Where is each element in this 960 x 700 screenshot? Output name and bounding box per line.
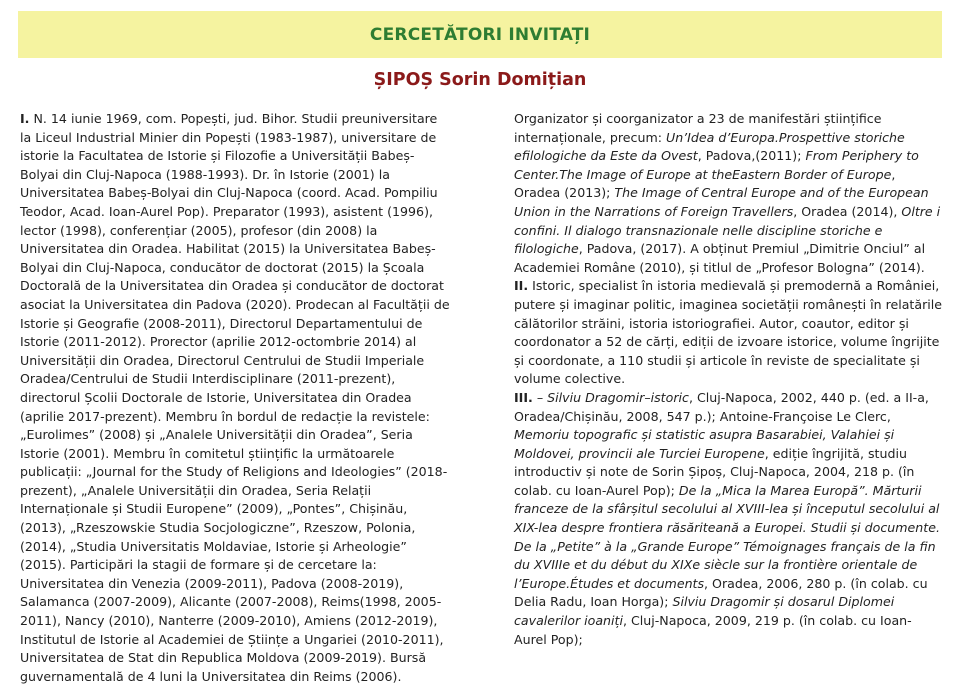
publication-title: Silviu Dragomir–istoric bbox=[547, 389, 689, 405]
events-text: , Oradea (2014), bbox=[793, 203, 902, 219]
right-column bbox=[514, 110, 944, 649]
event-title: The Image of Central Europe and of the European Union in the Narrations of Foreign Travellers bbox=[514, 185, 929, 219]
section-2-label: II. bbox=[514, 278, 529, 294]
events-text: , Padova,(2011); bbox=[697, 148, 806, 164]
event-title: Un’Idea d’Europa.Prospettive storiche efilologiche da Este da Ovest bbox=[514, 129, 905, 164]
section-2-text: Istoric, specialist în istoria medievală și premodernă a României, putere și imaginar politic, imaginea societății românești în relatările călătorilor străini, istoria istoriografiei. Autor, coautor, editor și coordonator a 52 de cărți, ediții de izvoare istorice, volume îngrijite și coordonate, a 110 studii și articole în reviste de specialitate și volume colective. bbox=[514, 278, 943, 387]
event-title: From Periphery to Center.The Image of Europe at theEastern Border of Europe bbox=[514, 148, 919, 182]
publication-title: Memoriu topografic și statistic asupra Basarabiei, Valahiei și Moldovei, provincii ale Turciei Europene bbox=[514, 427, 895, 461]
section-3-paragraph bbox=[514, 389, 944, 649]
publications-text: , ediție îngrijită, studiu introductiv și note de Sorin Șipoș, Cluj-Napoca, 2004, 218 p. (în colab. cu Ioan-Aurel Pop); bbox=[514, 445, 915, 498]
event-title: Oltre i confini. Il dialogo transnazionale nelle discipline storiche e filologiche bbox=[514, 203, 941, 257]
publications-text: – bbox=[532, 389, 548, 405]
events-text: Organizator și coorganizator a 23 de manifestări științifice internaționale, precum: bbox=[514, 111, 882, 145]
section-3-label: III. bbox=[514, 389, 533, 405]
events-paragraph bbox=[514, 110, 944, 277]
publication-title: De la „Mica la Marea Europă”. Mărturii franceze de la sfârșitul secolului al XVIII-lea și începutul secolului al XIX-lea despre frontiera răsăriteană a Europei. Studii și documente. De la „Petite” à la „Grande Europe” Témoignages français de la fin du XVIIIe et du début du XIXe siècle sur la frontière orientale de l’Europe.Études et documents bbox=[514, 482, 940, 591]
publications-text: , Cluj-Napoca, 2009, 219 p. (în colab. cu Ioan-Aurel Pop); bbox=[514, 613, 912, 647]
publications-text: , Cluj-Napoca, 2002, 440 p. (ed. a II-a, Oradea/Chișinău, 2008, 547 p.); Antoine-Françoise Le Clerc, bbox=[514, 389, 929, 424]
section-banner bbox=[18, 11, 942, 58]
section-2-paragraph bbox=[514, 277, 944, 389]
section-title: CERCETĂTORI INVITAȚI bbox=[369, 24, 591, 45]
publications-text: , Oradea, 2006, 280 p. (în colab. cu Delia Radu, Ioan Horga); bbox=[514, 575, 928, 610]
researcher-name: ȘIPOȘ Sorin Domițian bbox=[373, 70, 587, 90]
events-text: , Padova, (2017). A obținut Premiul „Dimitrie Onciul” al Academiei Române (2010), și titlul de „Profesor Bologna” (2014). bbox=[514, 241, 926, 275]
section-1-text: N. 14 iunie 1969, com. Popești, jud. Bihor. Studii preuniversitare la Liceul Industrial Minier din Popești (1983-1987), universitare de istorie la Facultatea de Istorie și Filozofie a Universității Babeș-Bolyai din Cluj-Napoca (1988-1993). Dr. în Istorie (2001) la Universitatea Babeș-Bolyai din Cluj-Napoca (coord. Acad. Pompiliu Teodor, Acad. Ioan-Aurel Pop). Preparator (1993), asistent (1996), lector (1998), conferențiar (2005), profesor (din 2008) la Universitatea din Oradea. Habilitat (2015) la Universitatea Babeș-Bolyai din Cluj-Napoca, conducător de doctorat (2015) la Școala Doctorală de la Universitatea din Oradea și conducător de doctorat asociat la Universitatea din Padova (2020). Prodecan al Facultății de Istorie și Geografie (2008-2011), Directorul Departamentului de Istorie (2011-2012). Prorector (aprilie 2012-octombrie 2014) al Universității din Oradea, Directorul Centrului de Studii Imperiale Oradea/Centrului de Studii Interdisciplinare (2011-prezent), directorul Școlii Doctorale de Istorie, Universitatea din Oradea (aprilie 2017-prezent). Membru în bordul de redacție la revistele: „Eurolimes” (2008) și „Analele Universității din Oradea”, Seria Istorie (2001). Membru în comitetul științific la următoarele publicații: „Journal for the Study of Religions and Ideologies” (2018-prezent), „Analele Universității din Oradea, Seria Relații Internaționale și Studii Europene” (2009), „Pontes”, Chișinău, (2013), „Rzeszowskie Studia Socjologiczne”, Rzeszow, Polonia, (2014), „Studia Universitatis Moldaviae, Istorie și Arheologie” (2015). Participări la stagii de formare și de cercetare la: Universitatea din Venezia (2009-2011), Padova (2008-2019), Salamanca (2007-2009), Alicante (2007-2008), Reims(1998, 2005-2011), Nancy (2010), Nanterre (2009-2010), Amiens (2012-2019), Institutul de Istorie al Academiei de Științe a Ungariei (2010-2011), Universitatea de Stat din Republica Moldova (2009-2019). Bursă guvernamentală de 4 luni la Universitatea din Reims (2006). bbox=[20, 111, 450, 684]
events-text: , Oradea (2013); bbox=[514, 166, 896, 201]
section-1-paragraph bbox=[20, 110, 452, 686]
publication-title: Silviu Dragomir și dosarul Diplomei cavalerilor ioaniți bbox=[514, 594, 895, 629]
section-1-label: I. bbox=[20, 111, 30, 126]
left-column bbox=[20, 110, 452, 686]
